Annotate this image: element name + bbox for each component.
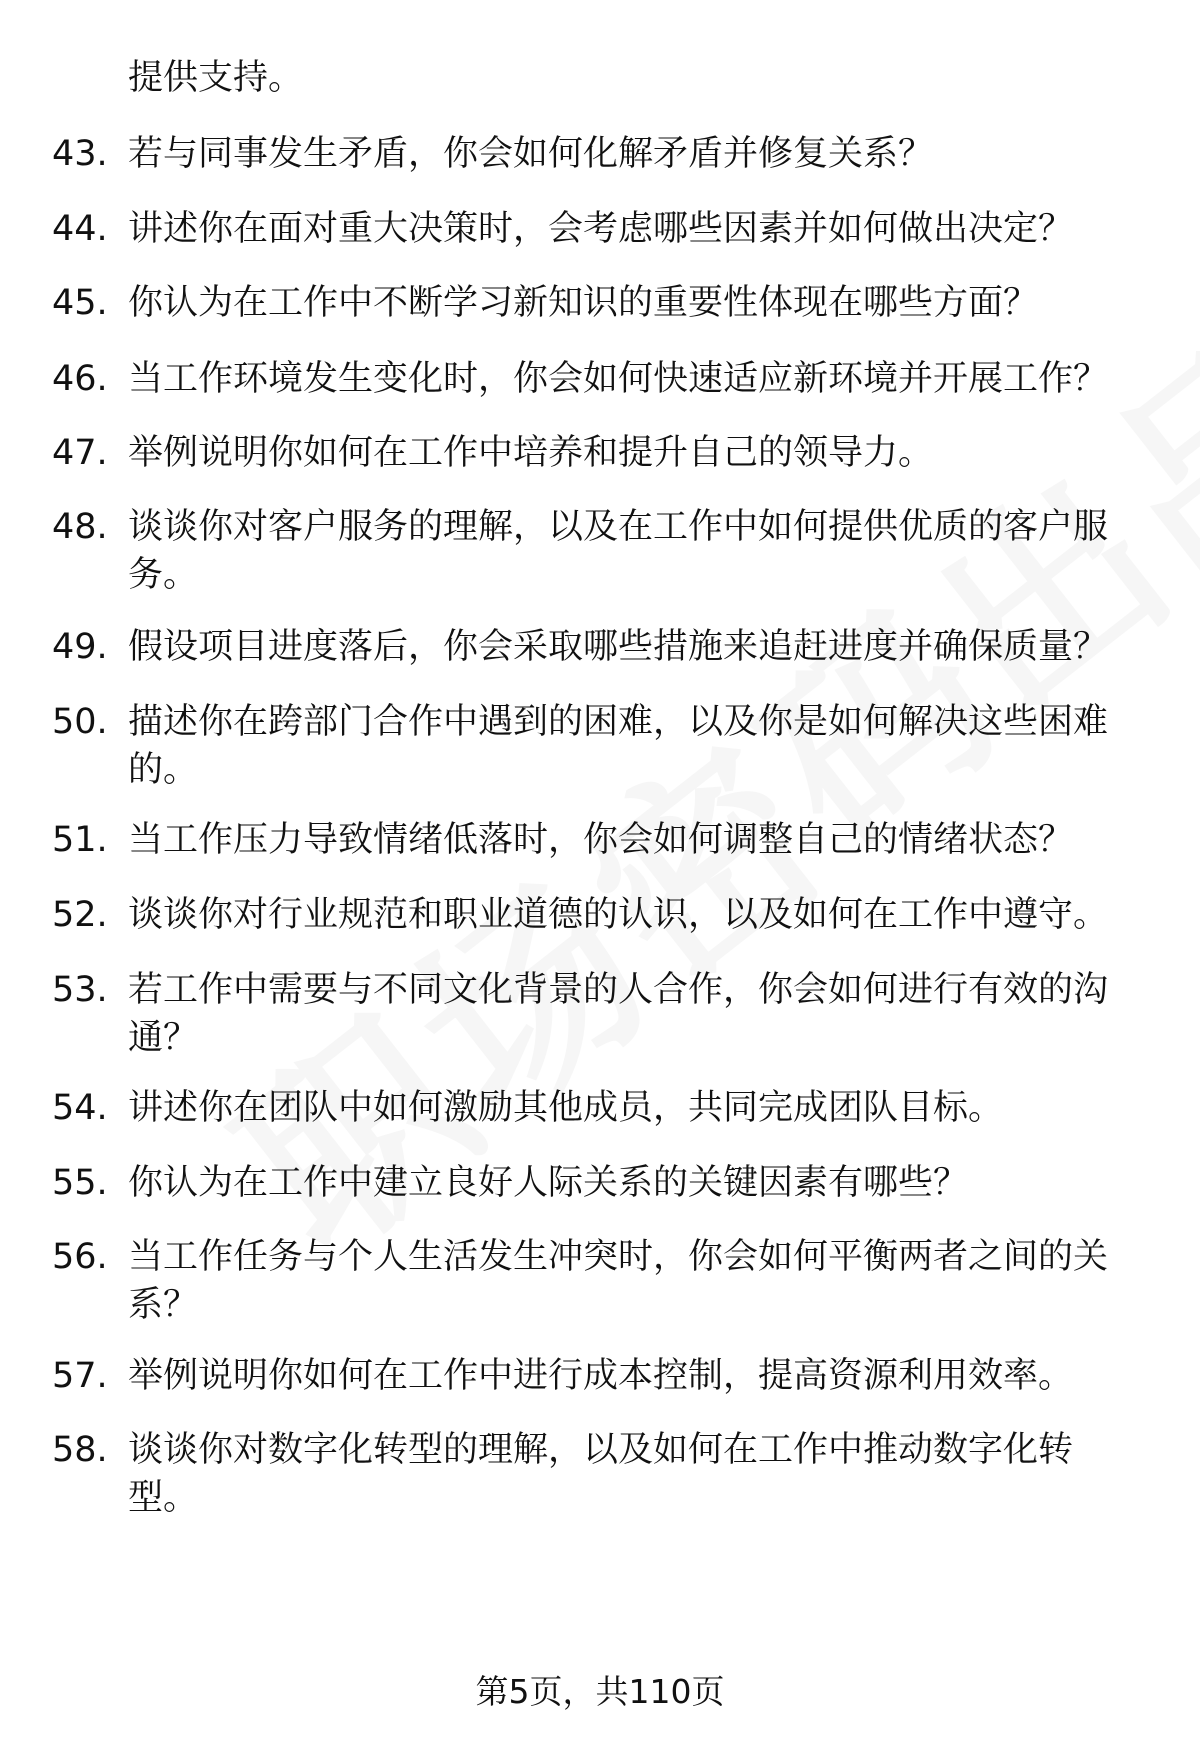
question-number: 58. xyxy=(52,1430,108,1470)
question-text: 当工作压力导致情绪低落时，你会如何调整自己的情绪状态？ xyxy=(128,820,1074,860)
question-number: 50. xyxy=(52,702,108,742)
question-item xyxy=(0,423,1200,483)
question-text: 若工作中需要与不同文化背景的人合作，你会如何进行有效的沟 xyxy=(128,970,1109,1010)
question-number: 56. xyxy=(52,1237,108,1277)
question-number: 47. xyxy=(52,433,108,473)
question-number: 46. xyxy=(52,359,108,399)
question-continuation-line xyxy=(0,740,1200,800)
page-footer: 第5页，共110页 xyxy=(475,1672,725,1711)
question-number: 51. xyxy=(52,820,108,860)
question-item xyxy=(0,617,1200,677)
question-item xyxy=(0,885,1200,945)
question-number: 52. xyxy=(52,895,108,935)
question-text: 系？ xyxy=(128,1285,199,1325)
question-continuation-line xyxy=(0,545,1200,605)
question-text: 假设项目进度落后，你会采取哪些措施来追赶进度并确保质量？ xyxy=(128,627,1109,667)
question-number: 43. xyxy=(52,134,108,174)
continuation-text: 提供支持。 xyxy=(128,58,304,98)
question-text: 举例说明你如何在工作中培养和提升自己的领导力。 xyxy=(128,433,934,473)
question-text: 谈谈你对行业规范和职业道德的认识，以及如何在工作中遵守。 xyxy=(128,895,1109,935)
question-text: 举例说明你如何在工作中进行成本控制，提高资源利用效率。 xyxy=(128,1356,1074,1396)
question-text: 若与同事发生矛盾，你会如何化解矛盾并修复关系？ xyxy=(128,134,934,174)
question-text: 谈谈你对客户服务的理解，以及在工作中如何提供优质的客户服 xyxy=(128,507,1109,547)
question-text: 型。 xyxy=(128,1478,199,1518)
question-text: 讲述你在面对重大决策时，会考虑哪些因素并如何做出决定？ xyxy=(128,209,1074,249)
question-text: 当工作环境发生变化时，你会如何快速适应新环境并开展工作？ xyxy=(128,359,1109,399)
question-number: 54. xyxy=(52,1088,108,1128)
question-item xyxy=(0,1078,1200,1138)
question-continuation-line xyxy=(0,1468,1200,1528)
question-continuation-line xyxy=(0,1275,1200,1335)
question-item xyxy=(0,810,1200,870)
question-number: 55. xyxy=(52,1163,108,1203)
question-number: 44. xyxy=(52,209,108,249)
question-number: 48. xyxy=(52,507,108,547)
question-text: 通？ xyxy=(128,1018,199,1058)
question-number: 53. xyxy=(52,970,108,1010)
question-number: 57. xyxy=(52,1356,108,1396)
question-item xyxy=(0,349,1200,409)
question-item xyxy=(0,1153,1200,1213)
question-text: 描述你在跨部门合作中遇到的困难，以及你是如何解决这些困难 xyxy=(128,702,1109,742)
question-text: 当工作任务与个人生活发生冲突时，你会如何平衡两者之间的关 xyxy=(128,1237,1109,1277)
question-item xyxy=(0,273,1200,333)
question-item xyxy=(0,1346,1200,1406)
question-number: 45. xyxy=(52,283,108,323)
question-text: 你认为在工作中不断学习新知识的重要性体现在哪些方面？ xyxy=(128,283,1039,323)
question-item xyxy=(0,199,1200,259)
continuation-line xyxy=(0,48,1200,108)
question-text: 谈谈你对数字化转型的理解，以及如何在工作中推动数字化转 xyxy=(128,1430,1074,1470)
question-text: 务。 xyxy=(128,555,199,595)
question-text: 的。 xyxy=(128,750,199,790)
question-text: 你认为在工作中建立良好人际关系的关键因素有哪些？ xyxy=(128,1163,969,1203)
question-number: 49. xyxy=(52,627,108,667)
question-item xyxy=(0,124,1200,184)
question-text: 讲述你在团队中如何激励其他成员，共同完成团队目标。 xyxy=(128,1088,1004,1128)
question-continuation-line xyxy=(0,1008,1200,1068)
